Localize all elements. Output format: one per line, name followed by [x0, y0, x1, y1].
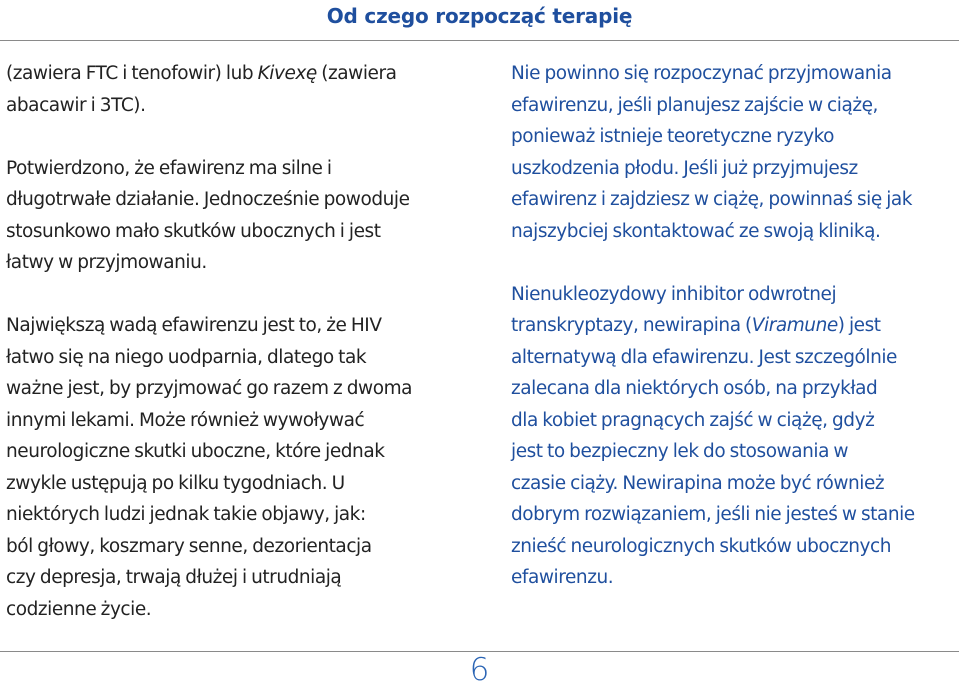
text-line: efawirenzu, jeśli planujesz zajście w ciążę,	[511, 94, 878, 116]
text-line: znieść neurologicznych skutków ubocznych	[511, 535, 892, 557]
text-line: dobrym rozwiązaniem, jeśli nie jesteś w stanie	[511, 504, 915, 525]
text-line: codzienne życie.	[6, 598, 152, 620]
drug-name-viramune: Viramune	[751, 315, 838, 336]
text-line: Największą wadą efawirenzu jest to, że HIV	[6, 315, 382, 336]
text-line: ponieważ istnieje teoretyczne ryzyko	[511, 126, 835, 147]
text-line: niektórych ludzi jednak takie objawy, jak:	[6, 504, 366, 525]
text-line: transkryptazy, newirapina (	[511, 315, 752, 336]
text-line: abacawir i 3TC).	[6, 94, 146, 116]
text-line: efawirenz i zajdziesz w ciążę, powinnaś się jak	[511, 189, 913, 210]
text-line: długotrwałe działanie. Jednocześnie powoduje	[6, 189, 410, 210]
text-line: Nienukleozydowy inhibitor odwrotnej	[511, 283, 837, 305]
left-paragraph-3	[6, 310, 456, 625]
text-line: innymi lekami. Może również wywoływać	[6, 409, 365, 431]
text-line: ważne jest, by przyjmować go razem z dwoma	[6, 378, 413, 399]
header-divider	[0, 40, 959, 41]
right-paragraph-2	[511, 279, 951, 594]
text-line: alternatywą dla efawirenzu. Jest szczególnie	[511, 346, 897, 368]
text-line: zwykle ustępują po kilku tygodniach. U	[6, 472, 345, 494]
text-line: neurologiczne skutki uboczne, które jednak	[6, 441, 385, 462]
left-paragraph-1	[6, 58, 456, 121]
text-line: efawirenzu.	[511, 567, 614, 588]
page-title: Od czego rozpocząć terapię	[326, 4, 633, 28]
right-column	[511, 58, 951, 594]
text-line: (zawiera	[316, 63, 397, 84]
text-line: najszybciej skontaktować ze swoją kliniką.	[511, 220, 881, 242]
text-line: (zawiera FTC i tenofowir) lub	[6, 63, 258, 84]
text-line: zalecana dla niektórych osób, na przykład	[511, 378, 878, 399]
text-line: uszkodzenia płodu. Jeśli już przyjmujesz	[511, 157, 858, 179]
text-line: łatwy w przyjmowaniu.	[6, 252, 207, 273]
text-line: czy depresja, trwają dłużej i utrudniają	[6, 567, 342, 588]
text-line: łatwo się na niego uodparnia, dlatego tak	[6, 346, 367, 368]
text-line: Potwierdzono, że efawirenz ma silne i	[6, 157, 332, 179]
text-line: dla kobiet pragnących zajść w ciążę, gdyż	[511, 409, 875, 431]
text-line: czasie ciąży. Newirapina może być również	[511, 472, 885, 494]
right-paragraph-1	[511, 58, 951, 247]
text-line: jest to bezpieczny lek do stosowania w	[511, 441, 849, 462]
text-line: Nie powinno się rozpoczynać przyjmowania	[511, 63, 892, 84]
text-line: ) jest	[837, 315, 881, 336]
drug-name-kivexa: Kivexę	[257, 63, 317, 84]
page-number: 6	[469, 652, 490, 688]
left-column	[6, 58, 456, 625]
text-line: stosunkowo mało skutków ubocznych i jest	[6, 220, 381, 242]
text-line: ból głowy, koszmary senne, dezorientacja	[6, 535, 372, 557]
left-paragraph-2	[6, 153, 456, 279]
